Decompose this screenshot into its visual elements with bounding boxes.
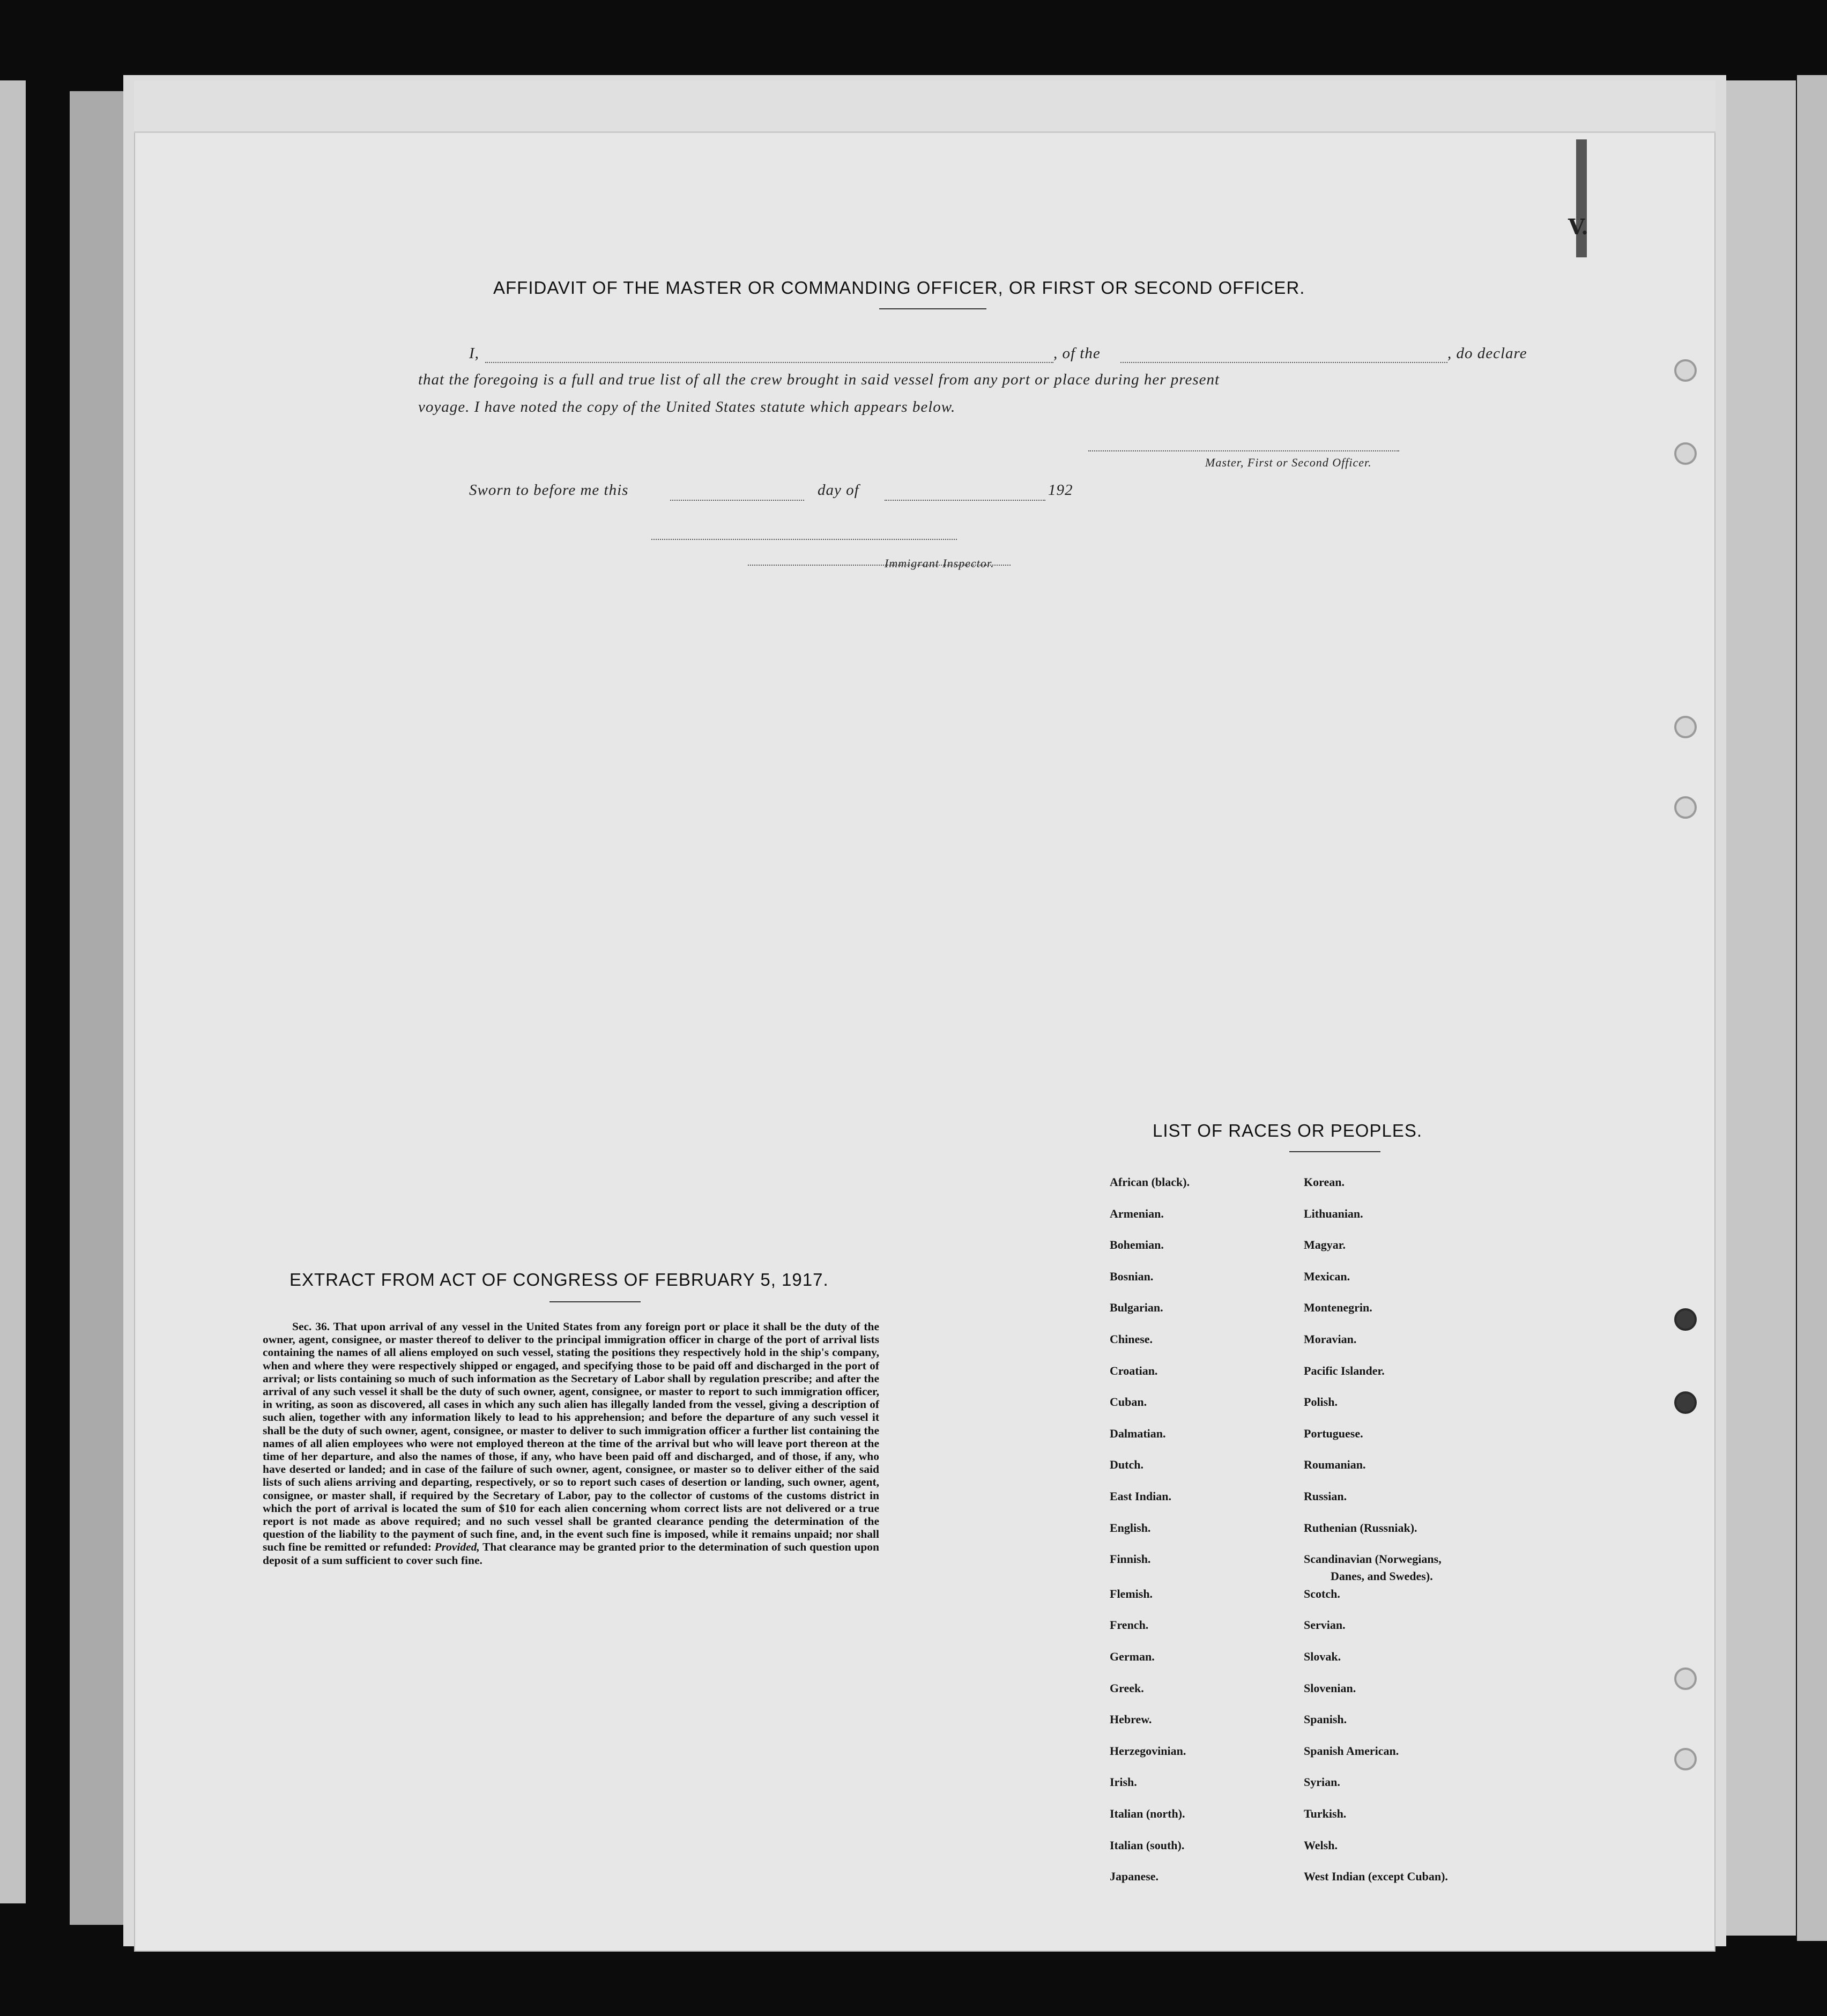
page-top-strip: [134, 80, 1715, 133]
inspector-signature-line: [651, 539, 957, 540]
declaration-i: I,: [469, 345, 479, 362]
affidavit-heading-rule: [879, 308, 986, 309]
race-right-item: Welsh.: [1304, 1839, 1338, 1852]
race-right-item: Korean.: [1304, 1175, 1345, 1189]
extract-heading: EXTRACT FROM ACT OF CONGRESS OF FEBRUARY 5, 1917.: [289, 1270, 829, 1289]
adjacent-frame-left: [0, 80, 26, 1903]
binder-hole: [1674, 1391, 1697, 1414]
race-left-item: Flemish.: [1110, 1587, 1153, 1600]
extract-body: [263, 1320, 879, 1567]
races-heading: LIST OF RACES OR PEOPLES.: [1153, 1121, 1423, 1140]
master-signature-caption: Master, First or Second Officer.: [1205, 456, 1372, 469]
race-left-item: Italian (south).: [1110, 1839, 1185, 1852]
sworn-text: Sworn to before me this: [469, 481, 629, 499]
race-left-item: Dutch.: [1110, 1458, 1143, 1471]
race-left-item: German.: [1110, 1650, 1155, 1663]
race-left-item: Bosnian.: [1110, 1270, 1154, 1283]
race-right-item: Magyar.: [1304, 1238, 1346, 1251]
affidavit-heading: AFFIDAVIT OF THE MASTER OR COMMANDING OFFICER, OR FIRST OR SECOND OFFICER.: [493, 278, 1305, 298]
extract-tail: That clearance may be granted prior to the determination of such question upon deposit of a sum sufficient to cover such fine.: [263, 1540, 879, 1567]
sworn-year: 192: [1048, 481, 1073, 499]
race-left-item: French.: [1110, 1618, 1149, 1632]
binder-hole: [1674, 1308, 1697, 1331]
race-right-item: West Indian (except Cuban).: [1304, 1870, 1448, 1883]
race-left-item: Greek.: [1110, 1681, 1144, 1695]
paper-clip: [1576, 139, 1587, 257]
extract-section-label: Sec. 36.: [292, 1320, 330, 1333]
binder-hole: [1674, 359, 1697, 382]
race-right-item: Slovenian.: [1304, 1681, 1356, 1695]
race-right-item: Moravian.: [1304, 1332, 1357, 1346]
race-right-item: Lithuanian.: [1304, 1207, 1363, 1220]
race-left-item: East Indian.: [1110, 1489, 1171, 1503]
race-item-scandinavian-continued: Danes, and Swedes).: [1331, 1569, 1433, 1583]
race-right-item: Russian.: [1304, 1489, 1347, 1503]
binder-hole: [1674, 442, 1697, 465]
race-right-item: Scandinavian (Norwegians,: [1304, 1552, 1442, 1566]
race-left-item: English.: [1110, 1521, 1151, 1535]
extract-text: That upon arrival of any vessel in the United States from any foreign port or place it shall be the duty of the owner, agent, consignee, or master thereof to deliver to the principal immigration officer in charge of the port of arrival lists containing the names of all aliens employed on such vessel, stating the positions they respectively hold in the ship's company, when and where they were respectively shipped or engaged, and specifying those to be paid off and discharged in the port of arrival; or lists containing so much of such information as the Secretary of Labor shall by regulation prescribe; and after the arrival of any such vessel it shall be the duty of such owner, agent, consignee, or master to report to such immigration officer, in writing, as soon as discovered, all cases in which any such alien has illegally landed from the vessel, giving a description of such alien, together with any information likely to lead to his apprehension; and before the departure of any such vessel it shall be the duty of such owner, agent, consignee, or master to deliver to such immigration officer a further list containing the names of all alien employees who were not employed thereon at the time of the arrival but who will leave port thereon at the time of her departure, and also the names of those, if any, who have been paid off and discharged, and of those, if any, who have deserted or landed; and in case of the failure of such owner, agent, consignee, or master so to deliver either of the said lists of such aliens arriving and departing, respectively, or so to report such cases of desertion or landing, such owner, agent, consignee, or master shall, if required by the Secretary of Labor, pay to the collector of customs of the customs district in which the port of arrival is located the sum of $10 for each alien concerning whom correct lists are not delivered or a true report is not made as above required; and no such vessel shall be granted clearance pending the determination of the question of the liability to the payment of such fine, and, in the event such fine is imposed, while it remains unpaid; nor shall such fine be remitted or refunded:: [263, 1320, 879, 1554]
declaration-of-the: , of the: [1053, 345, 1101, 362]
sworn-month-blank: [885, 500, 1045, 501]
race-left-item: Chinese.: [1110, 1332, 1153, 1346]
race-right-item: Montenegrin.: [1304, 1301, 1372, 1314]
inspector-caption: Immigrant Inspector.: [885, 557, 994, 570]
name-blank: [485, 362, 1053, 363]
sworn-day-of: day of: [818, 481, 859, 499]
race-left-item: Irish.: [1110, 1775, 1137, 1789]
document-page: [134, 80, 1715, 1952]
race-left-item: Croatian.: [1110, 1364, 1158, 1377]
race-right-item: Pacific Islander.: [1304, 1364, 1385, 1377]
extract-heading-rule: [549, 1301, 641, 1302]
race-right-item: Spanish American.: [1304, 1744, 1399, 1758]
adjacent-frame-right: [1797, 75, 1827, 1941]
adjacent-frame-left-inner: [70, 91, 131, 1925]
race-left-item: Herzegovinian.: [1110, 1744, 1186, 1758]
declaration-do-declare: , do declare: [1447, 345, 1527, 362]
race-left-item: Finnish.: [1110, 1552, 1151, 1566]
sworn-day-blank: [670, 500, 804, 501]
race-left-item: Cuban.: [1110, 1395, 1147, 1409]
race-right-item: Portuguese.: [1304, 1427, 1363, 1440]
binder-hole: [1674, 716, 1697, 738]
master-signature-line: [1088, 450, 1399, 451]
race-left-item: Hebrew.: [1110, 1713, 1152, 1726]
vessel-blank: [1120, 362, 1447, 363]
race-left-item: Bulgarian.: [1110, 1301, 1163, 1314]
race-left-item: Italian (north).: [1110, 1807, 1185, 1820]
race-right-item: Mexican.: [1304, 1270, 1350, 1283]
extract-provided: Provided,: [434, 1540, 480, 1554]
race-left-item: Armenian.: [1110, 1207, 1164, 1220]
adjacent-frame-right-inner: [1715, 80, 1796, 1936]
binder-hole: [1674, 1748, 1697, 1770]
race-left-item: Dalmatian.: [1110, 1427, 1166, 1440]
race-right-item: Scotch.: [1304, 1587, 1340, 1600]
page-edge-mark: V.: [1568, 214, 1588, 240]
race-left-item: African (black).: [1110, 1175, 1190, 1189]
race-right-item: Syrian.: [1304, 1775, 1340, 1789]
binder-hole: [1674, 796, 1697, 819]
race-right-item: Servian.: [1304, 1618, 1346, 1632]
race-right-item: Turkish.: [1304, 1807, 1347, 1820]
declaration-line-2: that the foregoing is a full and true list of all the crew brought in said vessel from any port or place during her present: [418, 371, 1220, 388]
race-right-item: Ruthenian (Russniak).: [1304, 1521, 1417, 1535]
races-heading-rule: [1289, 1151, 1380, 1152]
race-right-item: Slovak.: [1304, 1650, 1341, 1663]
declaration-line-3: voyage. I have noted the copy of the United States statute which appears below.: [418, 398, 956, 416]
race-right-item: Polish.: [1304, 1395, 1338, 1409]
race-left-item: Japanese.: [1110, 1870, 1159, 1883]
race-right-item: Roumanian.: [1304, 1458, 1366, 1471]
race-left-item: Bohemian.: [1110, 1238, 1164, 1251]
race-right-item: Spanish.: [1304, 1713, 1347, 1726]
binder-hole: [1674, 1667, 1697, 1690]
